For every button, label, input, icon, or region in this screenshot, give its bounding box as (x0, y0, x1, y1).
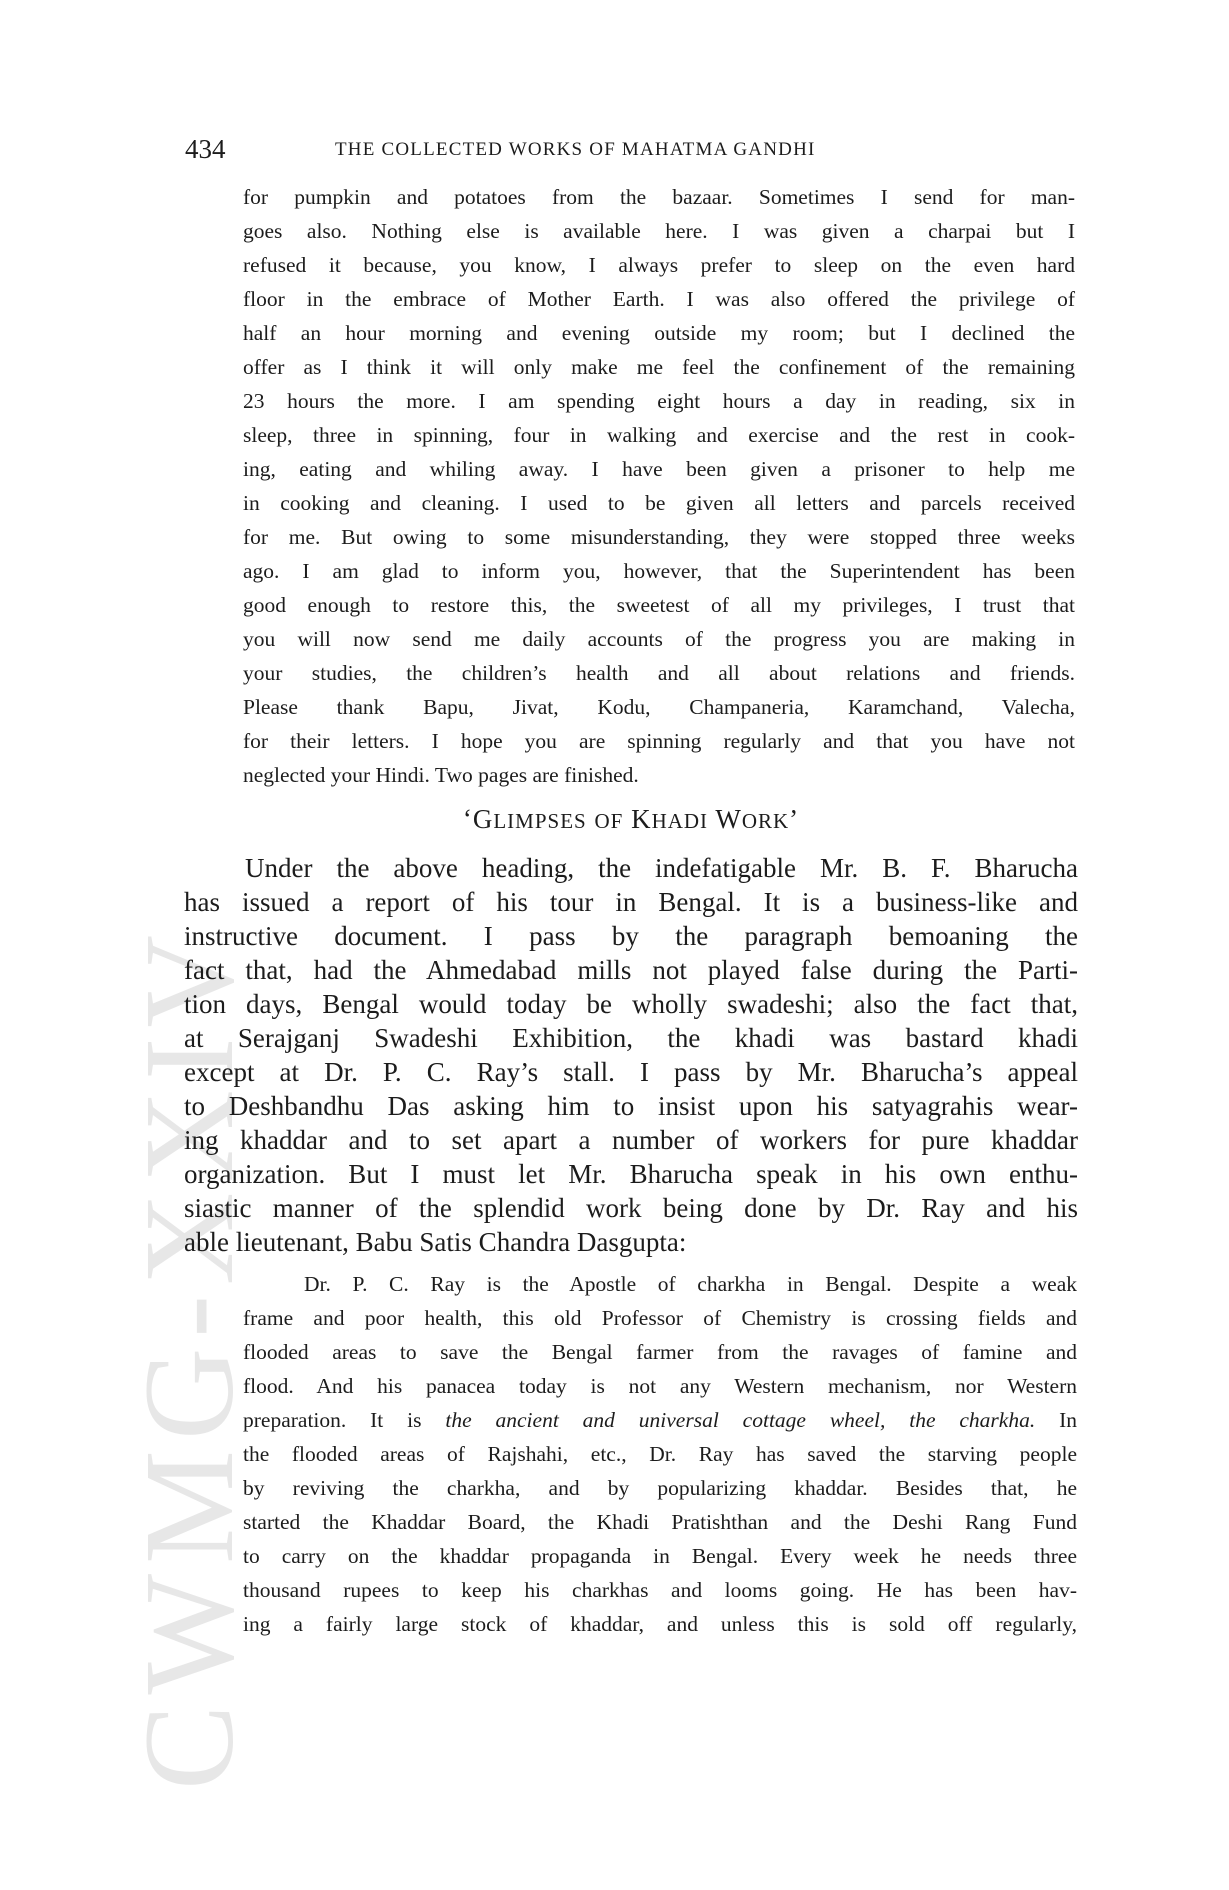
quote-text: preparation. It is (243, 1408, 446, 1432)
letter-line: for me. But owing to some misunderstanding, they were stopped three weeks (243, 525, 1075, 549)
heading-initial: G (472, 804, 494, 834)
body-line: organization. But I must let Mr. Bharucha speak in his own enthu- (184, 1159, 1078, 1189)
quote-line: frame and poor health, this old Professor of Chemistry is crossing fields and (243, 1306, 1077, 1330)
letter-line: refused it because, you know, I always prefer to sleep on the even hard (243, 253, 1075, 277)
letter-line: ing, eating and whiling away. I have been given a prisoner to help me (243, 457, 1075, 481)
body-line: able lieutenant, Babu Satis Chandra Dasgupta: (184, 1227, 687, 1257)
page-number: 434 (185, 134, 226, 164)
quote-text: In (1035, 1408, 1078, 1432)
letter-line: for their letters. I hope you are spinning regularly and that you have not (243, 729, 1075, 753)
letter-line: in cooking and cleaning. I used to be given all letters and parcels received (243, 491, 1075, 515)
quote-line: flooded areas to save the Bengal farmer from the ravages of famine and (243, 1340, 1077, 1364)
heading-small-caps: ORK (741, 809, 790, 833)
letter-line: neglected your Hindi. Two pages are finished. (243, 763, 639, 787)
body-line: siastic manner of the splendid work being done by Dr. Ray and his (184, 1193, 1078, 1223)
body-line: ing khaddar and to set apart a number of workers for pure khaddar (184, 1125, 1078, 1155)
body-line: Under the above heading, the indefatigable Mr. B. F. Bharucha (245, 853, 1078, 883)
heading-open-quote: ‘ (462, 804, 473, 834)
quote-line (243, 1408, 1077, 1433)
heading-initial: K (631, 804, 652, 834)
body-line: has issued a report of his tour in Bengal. It is a business-like and (184, 887, 1078, 917)
quote-line: Dr. P. C. Ray is the Apostle of charkha in Bengal. Despite a weak (304, 1272, 1077, 1296)
body-line: fact that, had the Ahmedabad mills not played false during the Parti- (184, 955, 1078, 985)
heading-close-quote: ’ (789, 804, 800, 834)
letter-line: floor in the embrace of Mother Earth. I was also offered the privilege of (243, 287, 1075, 311)
quote-line: started the Khaddar Board, the Khadi Pratishthan and the Deshi Rang Fund (243, 1510, 1077, 1534)
heading-small-caps: OF (594, 809, 624, 833)
quote-line: to carry on the khaddar propaganda in Bengal. Every week he needs three (243, 1544, 1077, 1568)
letter-line: your studies, the children’s health and all about relations and friends. (243, 661, 1075, 685)
letter-line: Please thank Bapu, Jivat, Kodu, Champaneria, Karamchand, Valecha, (243, 695, 1075, 719)
letter-line: half an hour morning and evening outside my room; but I declined the (243, 321, 1075, 345)
body-line: instructive document. I pass by the paragraph bemoaning the (184, 921, 1078, 951)
letter-line: ago. I am glad to inform you, however, that the Superintendent has been (243, 559, 1075, 583)
section-heading (184, 804, 1078, 835)
quote-line: thousand rupees to keep his charkhas and looms going. He has been hav- (243, 1578, 1077, 1602)
letter-line: you will now send me daily accounts of the progress you are making in (243, 627, 1075, 651)
watermark: CWMG-XXIV (118, 925, 260, 1790)
quote-italic-phrase: the ancient and universal cottage wheel, the charkha. (445, 1408, 1036, 1432)
body-line: tion days, Bengal would today be wholly swadeshi; also the fact that, (184, 989, 1078, 1019)
quote-line: flood. And his panacea today is not any Western mechanism, nor Western (243, 1374, 1077, 1398)
letter-line: offer as I think it will only make me feel the confinement of the remaining (243, 355, 1075, 379)
letter-line: good enough to restore this, the sweetest of all my privileges, I trust that (243, 593, 1075, 617)
letter-line: goes also. Nothing else is available here. I was given a charpai but I (243, 219, 1075, 243)
heading-small-caps: LIMPSES (493, 809, 587, 833)
body-line: at Serajganj Swadeshi Exhibition, the khadi was bastard khadi (184, 1023, 1078, 1053)
quote-line: ing a fairly large stock of khaddar, and unless this is sold off regularly, (243, 1612, 1077, 1636)
body-line: to Deshbandhu Das asking him to insist upon his satyagrahis wear- (184, 1091, 1078, 1121)
letter-line: for pumpkin and potatoes from the bazaar. Sometimes I send for man- (243, 185, 1075, 209)
page-header (185, 134, 1075, 168)
quote-line: the flooded areas of Rajshahi, etc., Dr. Ray has saved the starving people (243, 1442, 1077, 1466)
letter-line: 23 hours the more. I am spending eight hours a day in reading, six in (243, 389, 1075, 413)
heading-initial: W (715, 804, 742, 834)
body-line: except at Dr. P. C. Ray’s stall. I pass by Mr. Bharucha’s appeal (184, 1057, 1078, 1087)
quote-line: by reviving the charkha, and by popularizing khaddar. Besides that, he (243, 1476, 1077, 1500)
running-head: THE COLLECTED WORKS OF MAHATMA GANDHI (335, 139, 816, 160)
heading-small-caps: HADI (651, 809, 709, 833)
letter-line: sleep, three in spinning, four in walking and exercise and the rest in cook- (243, 423, 1075, 447)
